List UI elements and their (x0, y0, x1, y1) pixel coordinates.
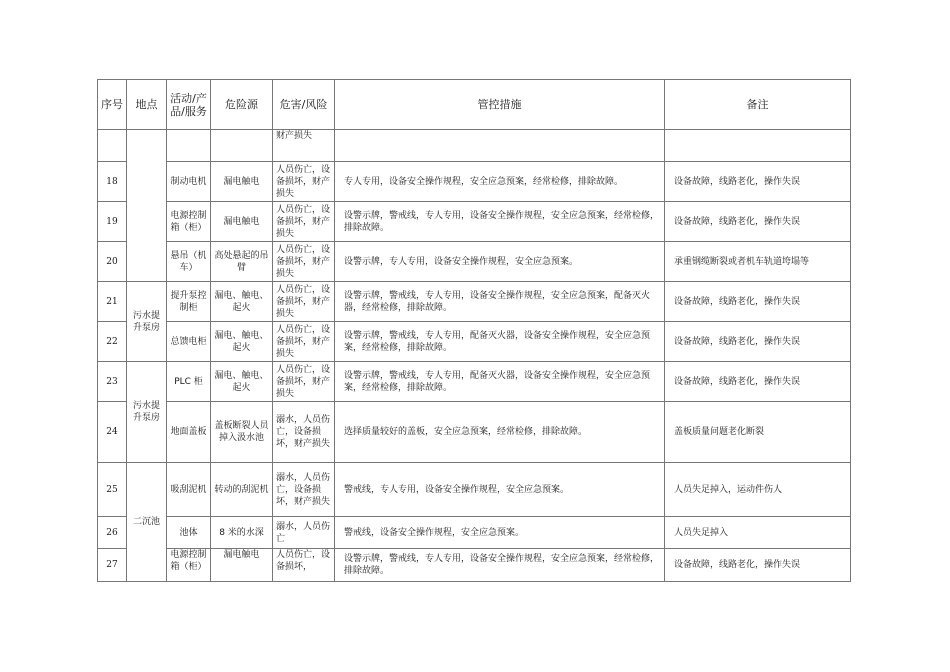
activity-cell: 总馈电柜 (167, 322, 211, 362)
risk-cell: 溺水，人员伤亡，设备损坏，财产损失 (273, 402, 335, 463)
row-number: 22 (98, 322, 127, 362)
hazard-cell: 漏电、触电、起火 (211, 322, 273, 362)
table-row (98, 162, 851, 202)
control-cell (335, 130, 665, 162)
header-control: 管控措施 (335, 80, 665, 130)
risk-cell: 财产损失 (273, 130, 335, 162)
risk-cell: 人员伤亡，设备损坏，财产损失 (273, 282, 335, 322)
table-row (98, 242, 851, 282)
remark-cell: 设备故障，线路老化，操作失误 (665, 162, 851, 202)
row-number: 27 (98, 549, 127, 582)
row-number: 19 (98, 202, 127, 242)
activity-cell: PLC 柜 (167, 362, 211, 402)
risk-cell: 人员伤亡，设备损坏，财产损失 (273, 242, 335, 282)
row-number: 24 (98, 402, 127, 463)
remark-cell: 盖板质量问题老化断裂 (665, 402, 851, 463)
control-cell: 设警示牌，警戒线，专人专用，设备安全操作规程，安全应急预案，经常检修，排除故障。 (335, 202, 665, 242)
table-row (98, 362, 851, 402)
header-remark: 备注 (665, 80, 851, 130)
table-row (98, 549, 851, 582)
table-row (98, 402, 851, 463)
table-row (98, 202, 851, 242)
row-number (98, 130, 127, 162)
row-number: 18 (98, 162, 127, 202)
row-number: 21 (98, 282, 127, 322)
remark-cell: 设备故障，线路老化，操作失误 (665, 282, 851, 322)
remark-cell: 设备故障，线路老化，操作失误 (665, 362, 851, 402)
remark-cell: 设备故障，线路老化，操作失误 (665, 202, 851, 242)
control-cell: 选择质量较好的盖板，安全应急预案，经常检修，排除故障。 (335, 402, 665, 463)
remark-cell: 人员失足掉入 (665, 517, 851, 549)
table-row (98, 517, 851, 549)
hazard-cell: 漏电触电 (211, 549, 273, 582)
hazard-cell: 漏电触电 (211, 162, 273, 202)
activity-cell: 悬吊（机车） (167, 242, 211, 282)
header-location: 地点 (127, 80, 167, 130)
location-cell: 污水提升泵房 (127, 282, 167, 362)
control-cell: 警戒线，设备安全操作规程，安全应急预案。 (335, 517, 665, 549)
header-risk: 危害/风险 (273, 80, 335, 130)
risk-cell: 溺水，人员伤亡，设备损坏，财产损失 (273, 463, 335, 517)
table-row (98, 282, 851, 322)
hazard-cell: 高处悬起的吊臂 (211, 242, 273, 282)
row-number: 25 (98, 463, 127, 517)
activity-cell: 提升泵控制柜 (167, 282, 211, 322)
hazard-cell: 转动的刮泥机 (211, 463, 273, 517)
control-cell: 设警示牌，专人专用，设备安全操作规程，安全应急预案。 (335, 242, 665, 282)
activity-cell (167, 130, 211, 162)
control-cell: 设警示牌，警戒线，专人专用，配备灭火器，设备安全操作规程，安全应急预案，经常检修，排除故障。 (335, 362, 665, 402)
row-number: 20 (98, 242, 127, 282)
header-row (98, 80, 851, 130)
row-number: 23 (98, 362, 127, 402)
hazard-cell: 漏电、触电、起火 (211, 362, 273, 402)
activity-cell: 地面盖板 (167, 402, 211, 463)
remark-cell: 设备故障，线路老化，操作失误 (665, 549, 851, 582)
hazard-cell (211, 130, 273, 162)
activity-cell: 吸刮泥机 (167, 463, 211, 517)
hazard-cell: 8 米的水深 (211, 517, 273, 549)
risk-control-table (97, 79, 851, 582)
risk-cell: 人员伤亡，设备损坏，财产损失 (273, 362, 335, 402)
hazard-cell: 漏电触电 (211, 202, 273, 242)
activity-cell: 电源控制箱（柜） (167, 202, 211, 242)
activity-cell: 制动电机 (167, 162, 211, 202)
table-row (98, 463, 851, 517)
risk-cell: 人员伤亡，设备损坏，财产损失 (273, 202, 335, 242)
activity-cell: 电源控制箱（柜） (167, 549, 211, 582)
location-cell: 二沉池 (127, 463, 167, 582)
control-cell: 设警示牌，警戒线，专人专用，配备灭火器，设备安全操作规程，安全应急预案，经常检修，排除故障。 (335, 322, 665, 362)
risk-cell: 人员伤亡，设备损坏，财产损失 (273, 162, 335, 202)
remark-cell: 承重钢缆断裂或者机车轨道垮塌等 (665, 242, 851, 282)
remark-cell (665, 130, 851, 162)
hazard-cell: 盖板断裂人员掉入汲水池 (211, 402, 273, 463)
location-cell (127, 130, 167, 282)
header-activity: 活动/产品/服务 (167, 80, 211, 130)
control-cell: 设警示牌，警戒线，专人专用，设备安全操作规程，安全应急预案，经常检修，排除故障。 (335, 549, 665, 582)
table-row (98, 130, 851, 162)
remark-cell: 设备故障，线路老化，操作失误 (665, 322, 851, 362)
control-cell: 警戒线，专人专用，设备安全操作规程，安全应急预案。 (335, 463, 665, 517)
remark-cell: 人员失足掉入，运动件伤人 (665, 463, 851, 517)
control-cell: 设警示牌，警戒线，专人专用，设备安全操作规程，安全应急预案，配备灭火器，经常检修，排除故障。 (335, 282, 665, 322)
activity-cell: 池体 (167, 517, 211, 549)
row-number: 26 (98, 517, 127, 549)
location-cell: 污水提升泵房 (127, 362, 167, 463)
hazard-cell: 漏电、触电、起火 (211, 282, 273, 322)
header-no: 序号 (98, 80, 127, 130)
control-cell: 专人专用，设备安全操作规程，安全应急预案，经常检修，排除故障。 (335, 162, 665, 202)
risk-cell: 人员伤亡，设备损坏，财产损失 (273, 322, 335, 362)
risk-cell: 溺水，人员伤亡 (273, 517, 335, 549)
risk-cell: 人员伤亡，设备损坏， (273, 549, 335, 582)
table-row (98, 322, 851, 362)
header-hazard: 危险源 (211, 80, 273, 130)
